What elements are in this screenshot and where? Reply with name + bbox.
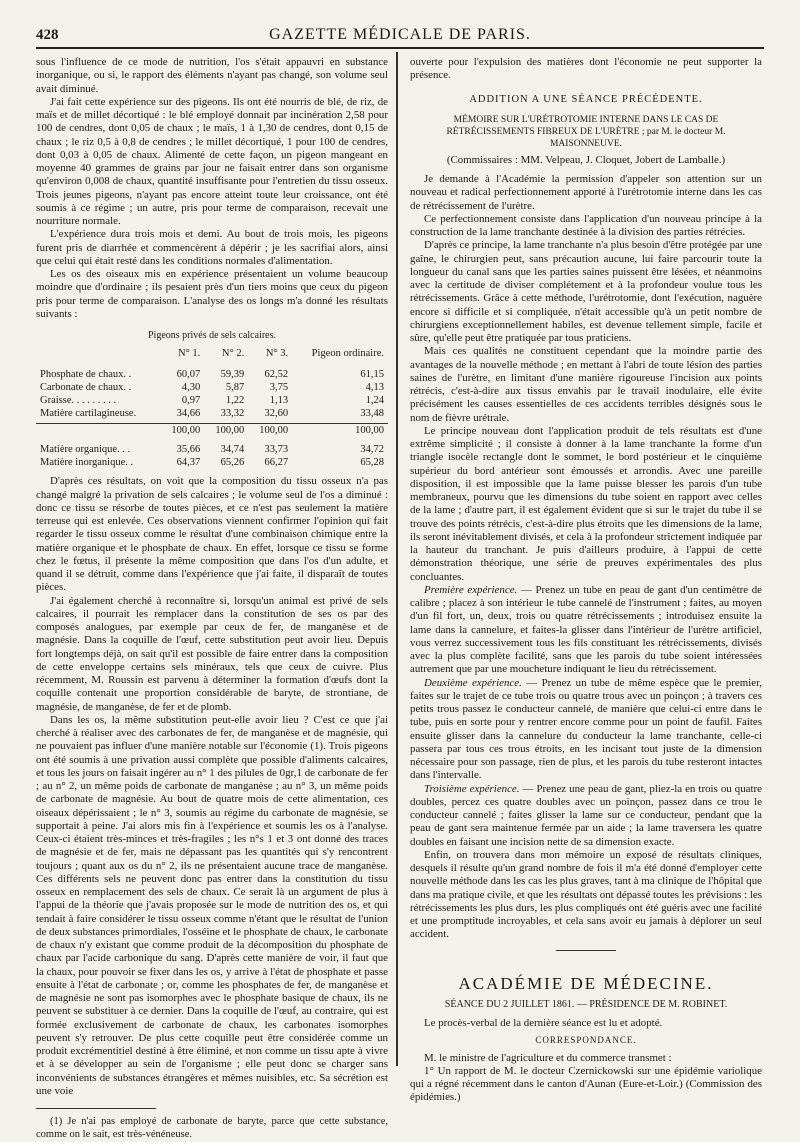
paragraph: D'après ce principe, la lame tranchante n'a plus besoin d'être protégée par une gaîne, le chirurgien peut, sans précaution aucune, lui faire parcourir toute la longueur du canal sans que les parties saines puissent être lésées, et néanmoins avec la certitude de diviser complétement et à la profondeur voulue tous les rétrécissements. Grâce à cette méthode, l'urétrotomie, dont l'exécution, naguère encore si difficile et si compliquée, n'était accessible qu'à un petit nombre de chirurgiens exceptionnellement habiles, est devenue tellement simple, facile et sûre, qu'elle peut être pratiquée par tous praticiens. [410,239,762,344]
memoire-title: MÉMOIRE SUR L'URÉTROTOMIE INTERNE DANS LE CAS DE RÉTRÉCISSEMENTS FIBREUX DE L'URÈTRE ; par M. le docteur M. MAISONNEUVE. [446,114,726,149]
table-row: Matière inorganique. . 64,37 65,26 66,27 65,28 [40,457,384,468]
paragraph: Ce perfectionnement consiste dans l'application d'un nouveau principe à la construction de la lame tranchante destinée à la division des parties rétrécies. [410,212,762,238]
seance-line: SÉANCE DU 2 JUILLET 1861. — PRÉSIDENCE DE M. ROBINET. [444,998,728,1010]
paragraph: Les os des oiseaux mis en expérience présentaient un volume beaucoup moindre que d'ordinaire ; ils pesaient près d'un tiers moins que ceux du pigeon pris pour terme de comparaison. L'analyse des os longs m'a donné les résultats suivants : [36,268,388,320]
paragraph: Le principe nouveau dont l'application produit de tels résultats est d'une extrême simplicité ; il consiste à donner à la lame tranchante la forme d'un triangle isocèle rectangle dont le sommet, le bord postérieur et le cinquième supérieur du bord antérieur sont émoussés et arrondis. Avec une pareille disposition, il est impossible que la lame puisse blesser les parois d'un tube membraneux, pourvu que les dimensions du tube soient en rapport avec celles de la lame ; d'autre part, il est également évident que si sur le trajet du tube il se trouve des points rétrécis, c'est-à-dire plus étroits que les dimensions de la lame, ils seront inévitablement divisés, et cela à la profondeur strictement indiquée par la hauteur du tranchant. Je puis d'ailleurs produire, à l'appui de cette démonstration théorique, une série de preuves expérimentales des plus concluantes. [410,424,762,583]
table-total-row: 100,00 100,00 100,00 100,00 [171,424,384,436]
table-col-header: N° 1. [177,348,201,360]
column-divider [396,52,398,1066]
journal-title: GAZETTE MÉDICALE DE PARIS. [269,26,531,43]
experiment-label: Première expérience. [424,583,518,596]
table-col-header: N° 2. [221,348,245,360]
page-number: 428 [36,27,59,43]
table-row: Graisse. . . . . . . . . 0,97 1,22 1,13 1,24 [40,395,384,406]
paragraph: Première expérience. — Prenez un tube en peau de gant d'un centimètre de calibre ; placez à son intérieur le tube cannelé de l'instrument ; faites, au moyen d'un fil fort, un, deux, trois ou quatre rétrécissements ; introduisez ensuite la lame dans la cannelure, et faites-la glisser dans l'intérieur de l'urètre artificiel, vous verrez successivement tous les fils constituant les rétrécissements, divisés avec la plus complète facilité, sans que les parois du tube soient intéressées autrement que par une moucheture indiquant le lieu du rétrécissement. [410,583,762,676]
academy-heading: ACADÉMIE DE MÉDECINE. [458,973,714,993]
table-title: Pigeons privés de sels calcaires. [147,330,277,341]
table-col-header: Pigeon ordinaire. [311,348,384,360]
left-column [36,56,388,1141]
paragraph: L'expérience dura trois mois et demi. Au bout de trois mois, les pigeons furent pris de diarrhée et commencèrent à dépérir ; je les sacrifiai alors, ainsi que celui qui était resté dans les conditions normales d'alimentation. [36,228,388,267]
table-header-row [36,346,388,361]
paragraph: J'ai fait cette expérience sur des pigeons. Ils ont été nourris de blé, de riz, de maïs et de millet décortiqué : le blé employé donnait par incinération 2,58 pour 100 de cendres, dont 0,05 de chaux ; le maïs, 1 à 1,30 de cendres, dont 0,15 de chaux ; le riz 0,5 à 0,8 de cendres ; le millet décortiqué, 1 pour 100 de cendres, dont 0,03 à 0,05 de chaux. Alimenté de cette façon, un pigeon mangeant en moyenne 40 grammes de grains par jour ne faisait entrer dans son organisme qu'environ 0,008 de chaux, quantité insuffisante pour l'entretien du tissu osseux. Trois jeunes pigeons, n'ayant pas encore atteint toute leur croissance, ont été soumis à ce régime ; un autre, pris pour terme de comparaison, recevait une nourriture normale. [36,95,388,227]
footnote: (1) Je n'ai pas employé de carbonate de baryte, parce que cette substance, comme on le sait, est très-vénéneuse. [36,1116,388,1141]
table-row: Carbonate de chaux. . 4,30 5,87 3,75 4,13 [40,381,384,393]
paragraph: Enfin, on trouvera dans mon mémoire un exposé de résultats cliniques, desquels il résulte qu'un grand nombre de fois il m'a été donné d'employer cette nouvelle méthode dans les cas les plus graves, tant à ma clinique de l'hôpital que dans ma pratique civile, et que les résultats ont dépassé toutes les prévisions : les rétrécissements les plus durs, les plus compliqués ont été guéris avec une facilité et une promptitude incroyables, et cela sans avoir eu jamais à déplorer un seul accident. [410,848,762,941]
paragraph: Je demande à l'Académie la permission d'appeler son attention sur un nouveau et radical perfectionnement apporté à l'urétrotomie interne dans les cas de rétrécissement de l'urètre. [410,173,762,212]
paragraph: Mais ces qualités ne constituent cependant que la moindre partie des avantages de la nouvelle méthode ; en mettant à l'abri de toute lésion des parties saines de l'urètre, en limitant d'une manière rigoureuse l'incision aux points rétrécis, c'est-à-dire aux tissus envahis par le travail inodulaire, elle évite précisément les causes essentielles de ces accidents terribles désignés sous le nom de fièvre urétrale. [410,345,762,424]
paragraph: Dans les os, la même substitution peut-elle avoir lieu ? C'est ce que j'ai cherché à réaliser avec des carbonates de fer, de manganèse et de magnésie, qui ne pouvaient pas influer d'une manière notable sur l'économie (1). Trois pigeons ont été soumis à une privation aussi complète que possible d'aliments calcaires, et tous les jours on faisait ingérer au n° 1 des pilules de 0gr,1 de carbonate de fer ; au n° 2, un même poids de carbonate de manganèse ; au n° 3, un même poids de carbonate de magnésie. Au bout de quatre mois de cette alimentation, ces oiseaux dépérissaient ; le n° 3, soumis au régime du carbonate de magnésie, se supportait à peine. J'ai alors mis fin à l'expérience et soumis les os à l'analyse. Ceux-ci étaient très-minces et très-fragiles ; les n°s 1 et 3 ont donné des traces de magnésie et de fer, mais ne dépassant pas les quantités qui s'y rencontrent toujours ; quant aux os du n° 2, ils ne présentaient aucune trace de manganèse. Ces différents sels ne peuvent donc pas entrer dans la constitution du tissu osseux en remplacement des sels de chaux. Ce serait là un argument de plus à l'appui de la théorie que j'avais proposée sur le mode de nutrition des os, et qui tendait à faire considérer le tissu osseux comme n'étant que le résultat de l'union de deux substances primordiales, l'osséine et le phosphate de chaux, le carbonate de chaux n'y existant que comme produit de la décomposition du phosphate de chaux par l'acide carbonique du sang. D'après cette manière de voir, il faut que la chaux, pour pouvoir se fixer dans les os, y arrive à l'état de phosphate et passe ensuite à l'état de carbonate ; or, comme les phosphates de fer, de manganèse et de magnésie ne sont pas isomorphes avec le phosphate basique de chaux, ils ne peuvent se substituer à ce dernier. Dans la coquille de l'œuf, au contraire, qui est formée exclusivement de carbonate de chaux, les carbonates isomorphes peuvent s'y retrouver. De plus cette coquille peut être considérée comme un produit excrémentitiel destiné à être éliminé, et non comme un tissu apte à vivre et à se développer au sein de l'organisme ; elle peut donc se charger sans inconvénients de substances étrangères et mêmes nuisibles, etc. Sa sécrétion est une voie [36,713,388,1097]
footnote-rule [36,1108,156,1109]
experiment-label: Troisième expérience. [424,782,520,795]
commission-line: (Commissaires : MM. Velpeau, J. Cloquet, Jobert de Lamballe.) [446,153,726,166]
table-row: Matière organique. . . 35,66 34,74 33,73 34,72 [40,443,384,455]
paragraph: sous l'influence de ce mode de nutrition, l'os s'était appauvri en substance inorganique, ou si, le rapport des éléments n'ayant pas changé, son volume seul avait diminué. [36,56,388,95]
page-header [36,18,764,49]
bone-analysis-table [36,346,388,469]
paragraph: Deuxième expérience. — Prenez un tube de même espèce que le premier, faites sur le trajet de ce tube trois ou quatre trous avec un poinçon ; à travers ces petits trous passez le conducteur cannelé, de manière que celui-ci entre dans le tube, puis en sorte pour y rentrer encore comme pour un point de faufil. Faites ensuite glisser dans la cannelure du conducteur la lame tranchante, celle-ci passera par tous ces trous étroits, en les incisant tout juste de la dimension nécessaire pour son passage, rien de plus, et les parois du tube resteront intactes dans l'intervalle. [410,676,763,782]
paragraph: J'ai également cherché à reconnaître si, lorsqu'un animal est privé de sels calcaires, il pourrait les remplacer dans la constitution de ses os par des composés analogues, par exemple par ceux de fer, de manganèse et de magnésie. Dans la coquille de l'œuf, cette substitution peut avoir lieu. Depuis fort longtemps déjà, on sait qu'il est possible de faire entrer dans la composition de cette enveloppe certains sels minéraux, tels que ceux de cuivre. Plus récemment, M. Roussin est parvenu à déterminer la formation d'œufs dont la coquille contenait une proportion considérable de baryte, de strontiane, de magnésie, de manganèse, de fer et de plomb. [36,594,388,713]
section-rule [556,950,616,951]
table-row: Phosphate de chaux. . 60,07 59,39 62,52 61,15 [40,368,384,380]
paragraph: M. le ministre de l'agriculture et du commerce transmet : [424,1051,672,1064]
paragraph: Troisième expérience. — Prenez une peau de gant, pliez-la en trois ou quatre doubles, percez ces quatre doubles avec un poinçon, passez dans ce trou le conducteur cannelé ; faites glisser la lame sur ce conducteur, pendant que la peau de gant sera maintenue fermée par un aide ; la lame traversera les quatre doubles en faisant une incision nette de sa dimension exacte. [410,782,762,848]
table-col-header: N° 3. [265,348,289,360]
paragraph: 1° Un rapport de M. le docteur Czernickowski sur une épidémie variolique qui a régné récemment dans le canton d'Aunan (Eure-et-Loir.) (Commission des épidémies.) [410,1064,762,1104]
experiment-label: Deuxième expérience. [424,676,522,689]
correspondance-heading: CORRESPONDANCE. [535,1035,637,1046]
section-title: ADDITION A UNE SÉANCE PRÉCÉDENTE. [469,93,703,105]
paragraph: D'après ces résultats, on voit que la composition du tissu osseux n'a pas changé malgré la privation de sels calcaires ; le volume seul de l'os a diminué : donc ce tissu se résorbe de toutes pièces, et ce n'est pas seulement la matière terreuse qui est enlevée. Ces observations viennent confirmer l'opinion qui fait regarder le tissu osseux comme le résultat d'une combinaison chimique entre la matière organique et le phosphate de chaux. En effet, lorsque ce tissu se forme chez le fœtus, il présente la même composition que dans l'os d'un adulte, et quand il se détruit, comme dans l'expérience que j'ai faite, il disparaît de toutes pièces. [36,475,388,594]
table-row: Matière cartilagineuse. 34,66 33,32 32,60 33,48 [40,408,384,420]
paragraph: ouverte pour l'expulsion des matières dont l'économie ne peut supporter la présence. [410,56,762,82]
right-column [410,56,763,1104]
paragraph: Le procès-verbal de la dernière séance est lu et adopté. [424,1017,663,1029]
